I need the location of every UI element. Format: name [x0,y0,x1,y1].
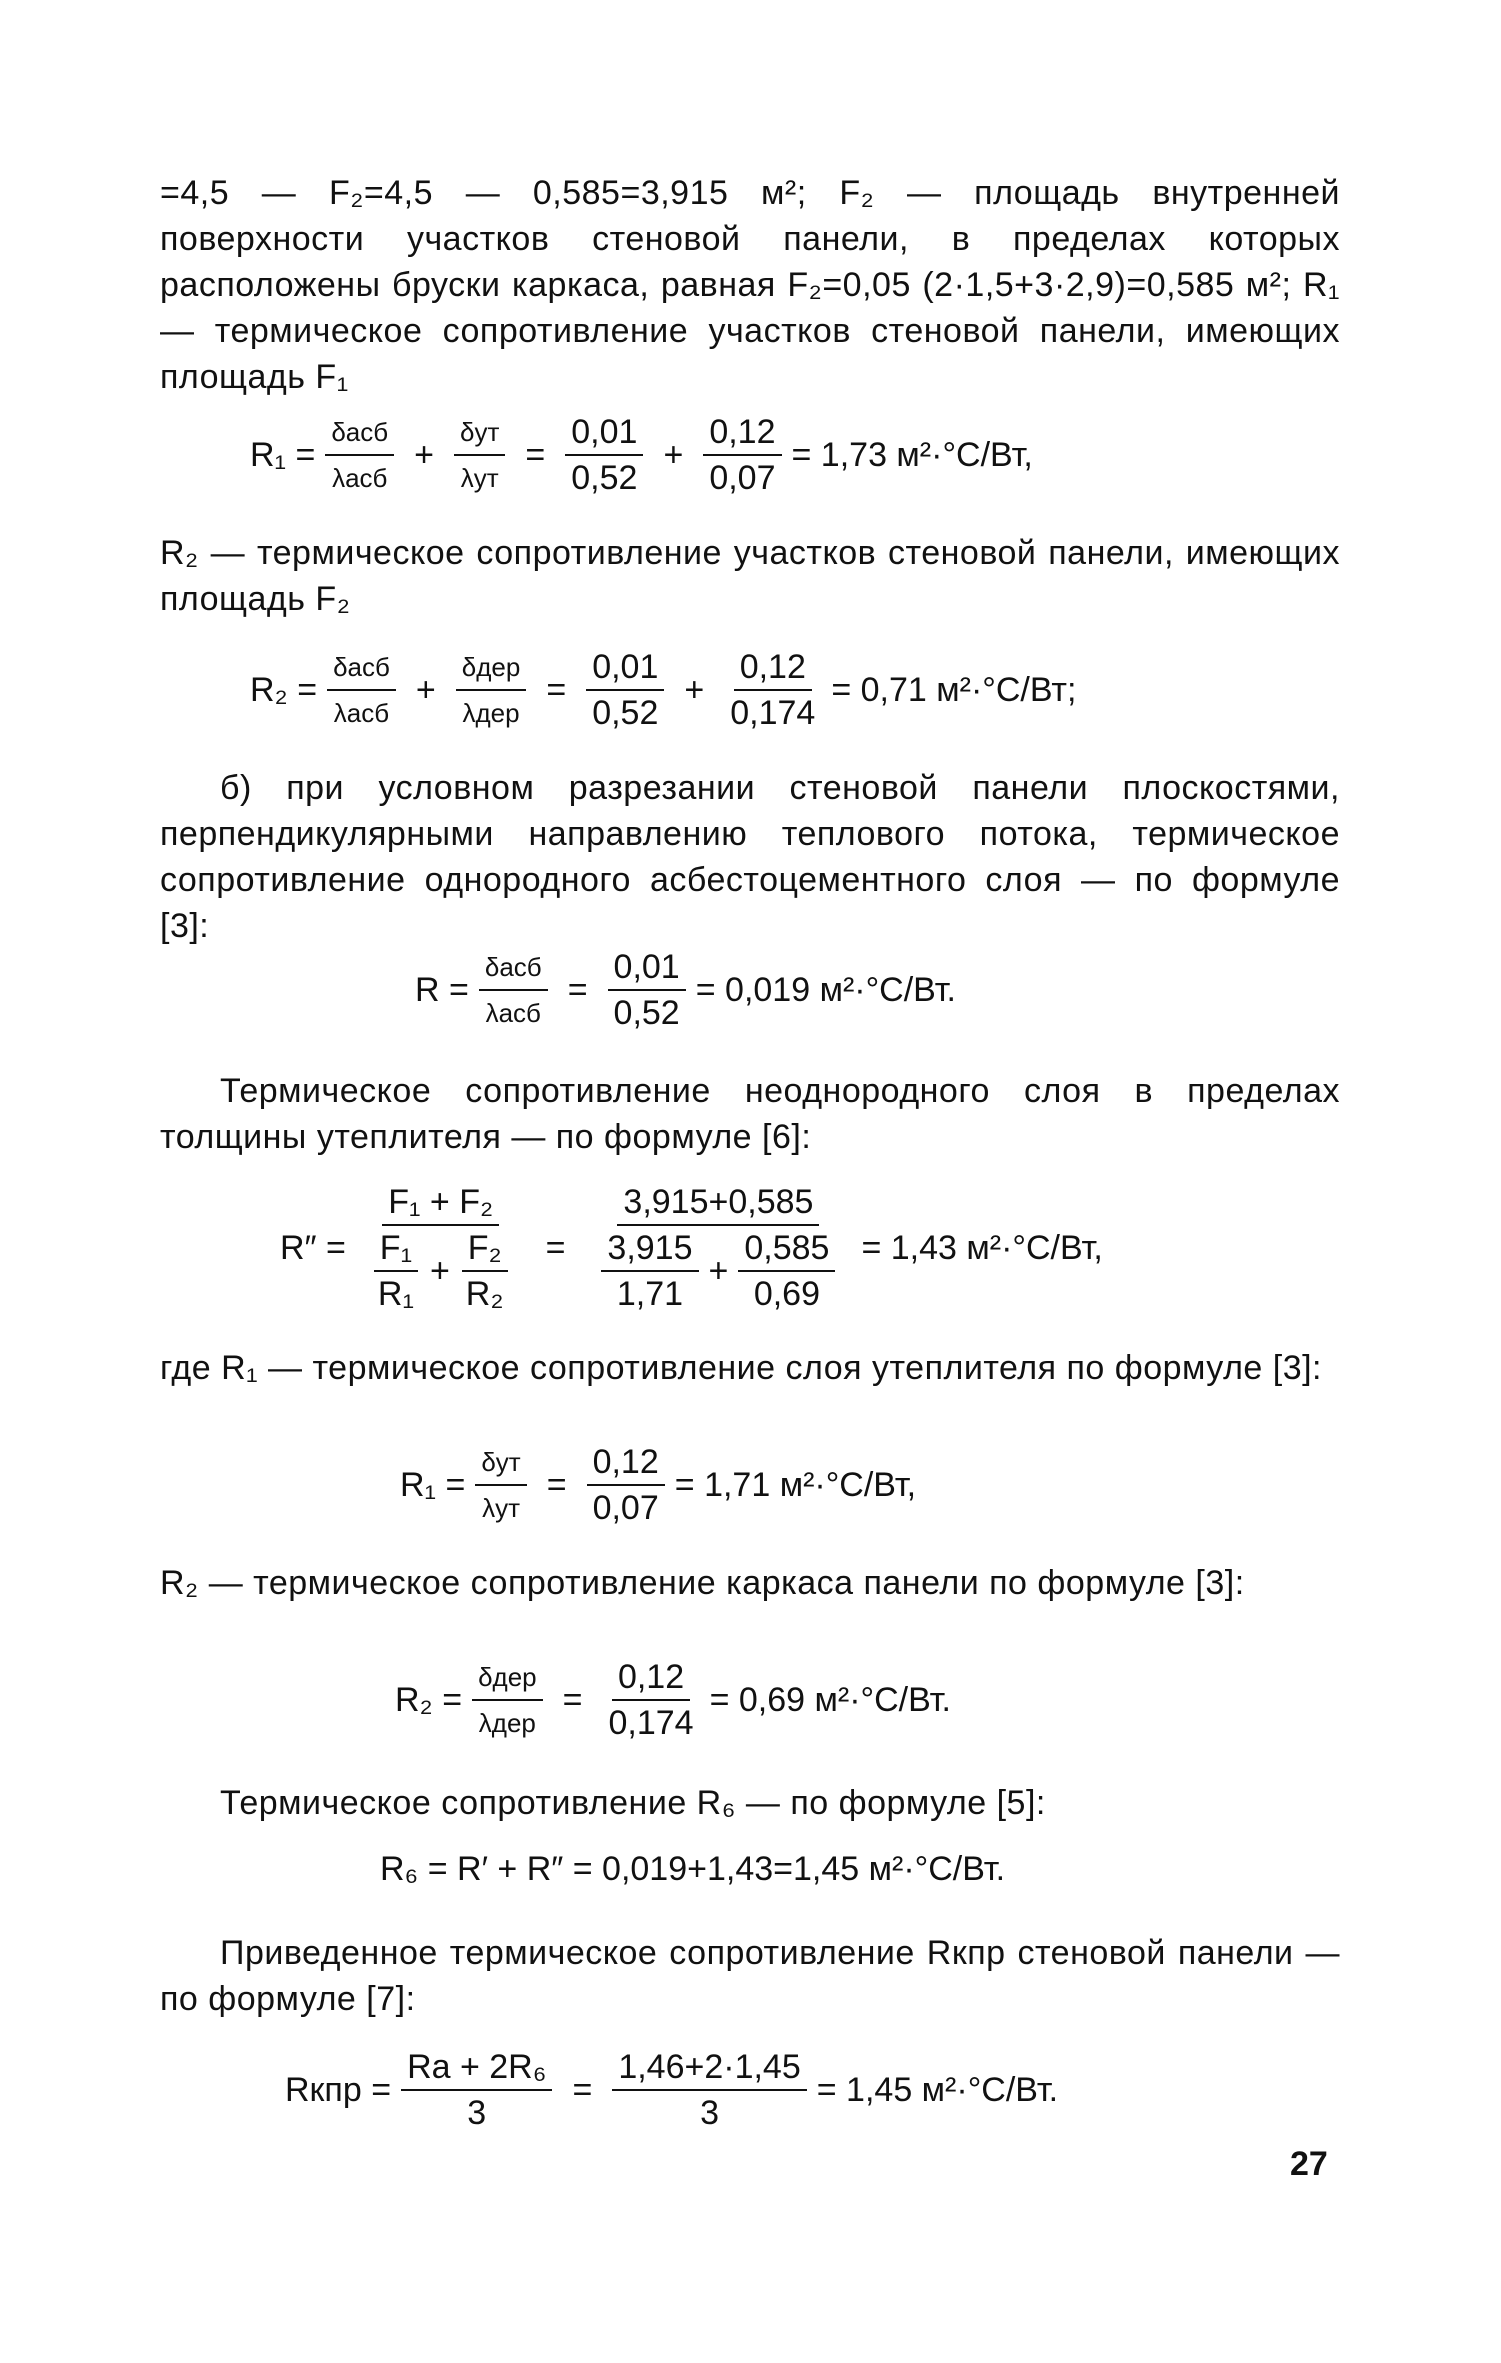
equation-r1 [250,410,1033,500]
eq-r1-eq1: = [525,435,546,474]
eq-r2p-d-op: + [429,1252,450,1290]
equation-r2-frame [395,1655,951,1745]
equation-r-double-prime [280,1180,1103,1316]
eq-r1b-frac-2 [587,1440,665,1530]
eq-r1-result: = 1,73 м²·°С/Вт, [791,435,1033,474]
eq-r-f1-den: λасб [485,998,541,1028]
eq-r1-f3-den: 0,52 [571,459,638,497]
eq-r2-op2: + [684,670,705,709]
eq-r2b-f1-den: λдер [478,1708,536,1738]
eq-r1b-f1-den: λут [482,1493,520,1523]
eq-r-f2-num: 0,01 [608,945,686,991]
paragraph-4: Термическое сопротивление неоднородного слоя в пределах толщины утеплителя — по формуле [6]: [160,1072,1340,1156]
eq-r2b-frac-2 [603,1655,700,1745]
paragraph-7: Термическое сопротивление R₆ — по формуле [5]: [220,1784,1046,1822]
eq-r2b-f2-num: 0,12 [612,1655,690,1701]
eq-r2-f4-num: 0,12 [734,645,812,691]
eq-rk-f2-den: 3 [700,2094,719,2132]
eq-r-eq1: = [567,970,588,1009]
eq-r2-frac-1 [327,645,396,735]
paragraph-1: =4,5 — F₂=4,5 — 0,585=3,915 м²; F₂ — площадь внутренней поверхности участков стеновой панели, в пределах которых расположены бруски каркаса, равная F₂=0,05 (2·1,5+3·2,9)=0,585 м²; R₁ — термическое сопротивление участков стеновой панели, имеющих площадь F₁ [160,174,1340,396]
eq-r2-f1-den: λасб [333,698,390,728]
eq-r1-op1: + [414,435,435,474]
eq-r1-op2: + [663,435,684,474]
eq-r1b-eq1: = [546,1465,567,1504]
eq-r2-f1-num: δасб [327,645,396,691]
page-number: 27 [1290,2145,1328,2183]
eq-r2p-den2 [585,1226,851,1316]
eq-r1b-result: = 1,71 м²·°С/Вт, [674,1465,917,1504]
eq-r2-f4-den: 0,174 [730,694,816,732]
eq-r2-eq1: = [546,670,567,709]
eq-rk-f2-num: 1,46+2·1,45 [612,2045,806,2091]
eq-r2p-e1 [601,1226,698,1316]
equation-r2 [250,645,1076,735]
eq-r2p-main-frac [356,1180,526,1316]
eq-r2p-d2-den: R₂ [465,1275,504,1313]
eq-r-result: = 0,019 м²·°С/Вт. [695,970,956,1009]
paragraph-8: Приведенное термическое сопротивление Rкпр стеновой панели — по формуле [7]: [160,1934,1340,2018]
eq-r2-f3-num: 0,01 [586,645,664,691]
paragraph-6: R₂ — термическое сопротивление каркаса панели по формуле [3]: [160,1564,1245,1602]
paragraph-3: б) при условном разрезании стеновой панели плоскостями, перпендикулярными направлению теплового потока, термическое сопротивление однородного асбестоцементного слоя — по формуле [3]: [160,769,1340,945]
eq-r2p-result: = 1,43 м²·°С/Вт, [861,1228,1103,1267]
equation-r1-insulation [400,1440,916,1530]
eq-r1-f2-den: λут [460,463,499,493]
eq-r2p-eq1: = [545,1228,566,1267]
eq-r2-lhs: R₂ = [250,670,318,709]
eq-r2b-frac-1 [472,1655,543,1745]
eq-r2p-e-op: + [708,1252,729,1290]
eq-r2p-d2 [460,1226,510,1316]
eq-r2p-e2-den: 0,69 [753,1275,821,1313]
eq-r1-frac-4 [703,410,781,500]
eq-r2-frac-4 [724,645,821,735]
eq-r1b-lhs: R₁ = [400,1465,466,1504]
eq-rk-frac-2 [612,2045,806,2135]
eq-r2p-e1-num: 3,915 [601,1226,698,1272]
eq-r2p-d1-num: F₁ [374,1226,418,1272]
eq-r2b-eq1: = [562,1680,583,1719]
eq-r1b-f2-num: 0,12 [587,1440,665,1486]
eq-r2p-den [356,1226,526,1316]
eq-r-f1-num: δасб [479,945,548,991]
equation-rk [285,2045,1058,2135]
eq-r2p-num: F₁ + F₂ [382,1180,499,1226]
eq-r2p-d2-num: F₂ [462,1226,508,1272]
eq-r1b-f1-num: δут [475,1440,526,1486]
equation-r6: R₆ = R′ + R″ = 0,019+1,43=1,45 м²·°С/Вт. [380,1850,1006,1888]
eq-r1b-f2-den: 0,07 [592,1489,659,1527]
paragraph-2: R₂ — термическое сопротивление участков стеновой панели, имеющих площадь F₂ [160,534,1340,618]
eq-r1b-frac-1 [475,1440,526,1530]
eq-r2b-result: = 0,69 м²·°С/Вт. [709,1680,951,1719]
eq-r1-f4-num: 0,12 [703,410,781,456]
eq-r2p-e2-num: 0,585 [738,1226,835,1272]
equation-r [415,945,956,1035]
eq-rk-frac-1 [401,2045,552,2135]
eq-r1-f3-num: 0,01 [565,410,643,456]
eq-r1-f2-num: δут [454,410,505,456]
eq-r2-f2-num: δдер [456,645,527,691]
eq-r2p-e2 [738,1226,835,1316]
eq-r1-f4-den: 0,07 [709,459,776,497]
eq-r2-result: = 0,71 м²·°С/Вт; [831,670,1077,709]
eq-r1-lhs: R₁ = [250,435,316,474]
eq-rk-eq1: = [572,2070,593,2109]
eq-r2b-f1-num: δдер [472,1655,543,1701]
eq-rk-f1-den: 3 [467,2094,487,2132]
eq-r2b-f2-den: 0,174 [608,1704,694,1742]
paragraph-5: где R₁ — термическое сопротивление слоя утеплителя по формуле [3]: [160,1349,1323,1387]
eq-r2p-num2: 3,915+0,585 [617,1180,819,1226]
eq-r2p-lhs: R″ = [280,1228,346,1267]
eq-r2p-d1-den: R₁ [377,1275,414,1313]
eq-rk-result: = 1,45 м²·°С/Вт. [816,2070,1059,2109]
eq-r1-f1-den: λасб [332,463,388,493]
eq-r1-frac-3 [565,410,643,500]
eq-r-frac-1 [479,945,548,1035]
eq-r1-frac-2 [454,410,505,500]
eq-r2-f3-den: 0,52 [592,694,659,732]
eq-rk-f1-num: Rа + 2R₆ [401,2045,552,2091]
eq-r2p-main-frac-2 [585,1180,851,1316]
eq-r-lhs: R = [415,970,469,1009]
eq-r2p-e1-den: 1,71 [616,1275,684,1313]
eq-r2-op1: + [415,670,436,709]
eq-r-f2-den: 0,52 [613,994,680,1032]
eq-r2p-d1 [372,1226,420,1316]
eq-r2b-lhs: R₂ = [395,1680,463,1719]
eq-r2-frac-2 [456,645,527,735]
eq-r2-f2-den: λдер [462,698,520,728]
eq-rk-lhs: Rкпр = [285,2070,392,2109]
eq-r2-frac-3 [586,645,664,735]
eq-r-frac-2 [608,945,686,1035]
eq-r1-frac-1 [325,410,394,500]
eq-r1-f1-num: δасб [325,410,394,456]
